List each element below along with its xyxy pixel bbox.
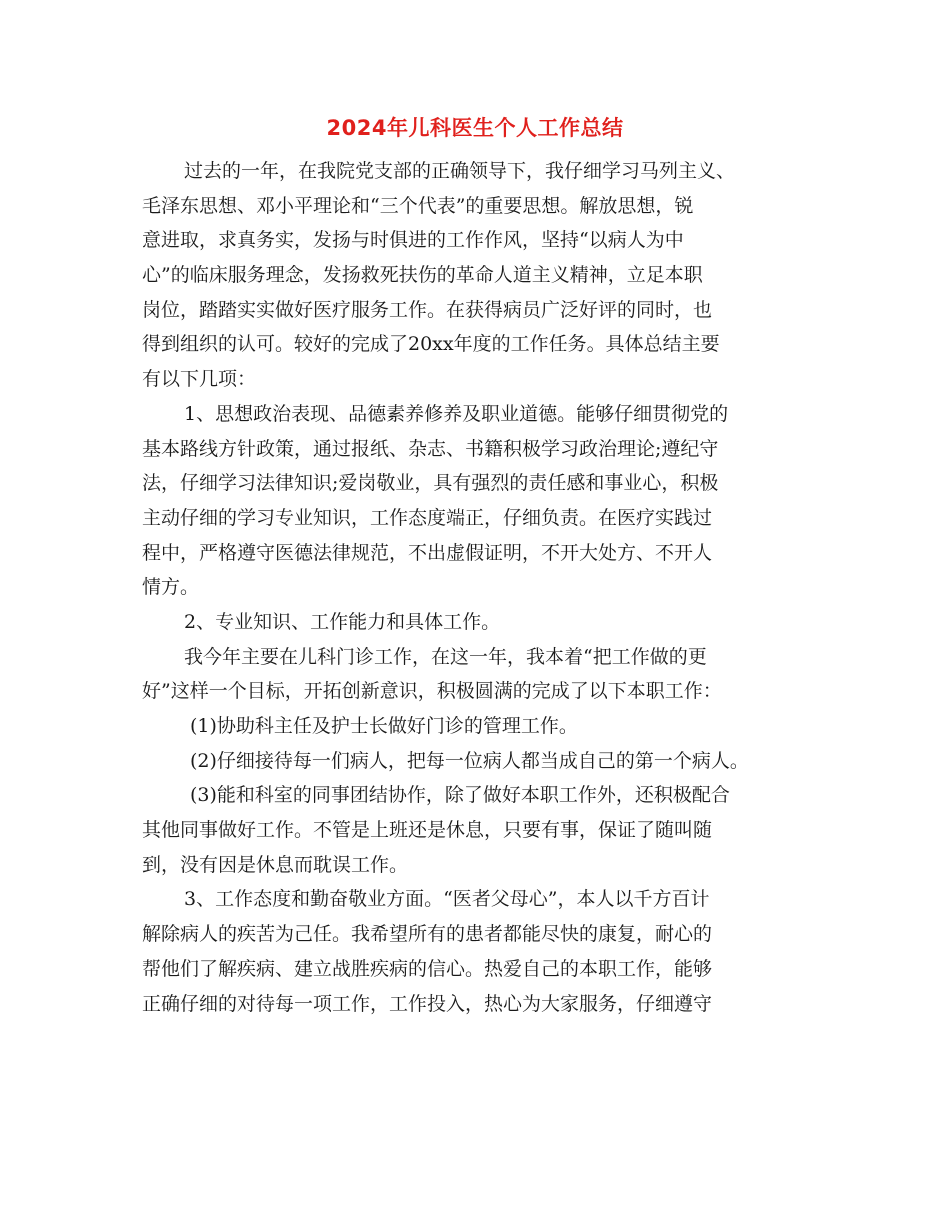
- document-body: [142, 154, 812, 1021]
- text-line: 好”这样一个目标，开拓创新意识，积极圆满的完成了以下本职工作：: [142, 680, 722, 703]
- text-line: 正确仔细的对待每一项工作，工作投入，热心为大家服务，仔细遵守: [142, 992, 713, 1015]
- text-line: 毛泽东思想、邓小平理论和“三个代表”的重要思想。解放思想，锐: [142, 194, 694, 217]
- text-line: (1)协助科主任及护士长做好门诊的管理工作。: [190, 715, 578, 737]
- text-line: 意进取，求真务实，发扬与时俱进的工作作风，坚持“以病人为中: [142, 229, 684, 252]
- text-line: 岗位，踏踏实实做好医疗服务工作。在获得病员广泛好评的同时，也: [142, 298, 713, 321]
- text-line: 到，没有因是休息而耽误工作。: [142, 853, 409, 876]
- text-line: 主动仔细的学习专业知识，工作态度端正，仔细负责。在医疗实践过: [142, 506, 713, 529]
- text-line: 程中，严格遵守医德法律规范，不出虚假证明，不开大处方、不开人: [142, 541, 713, 564]
- text-line: (2)仔细接待每一们病人，把每一位病人都当成自己的第一个病人。: [190, 749, 749, 772]
- document-title: 2024年儿科医生个人工作总结: [326, 116, 624, 140]
- text-line: 我今年主要在儿科门诊工作，在这一年，我本着“把工作做的更: [184, 645, 707, 668]
- paragraph: [142, 882, 812, 1021]
- text-line: 法，仔细学习法律知识;爱岗敬业，具有强烈的责任感和事业心，积极: [142, 472, 719, 495]
- paragraph: [142, 605, 812, 640]
- text-line: 心”的临床服务理念，发扬救死扶伤的革命人道主义精神，立足本职: [142, 264, 703, 287]
- text-line: 2、专业知识、工作能力和具体工作。: [184, 610, 501, 633]
- text-line: 基本路线方针政策，通过报纸、杂志、书籍积极学习政治理论;遵纪守: [142, 437, 719, 460]
- text-line: 其他同事做好工作。不管是上班还是休息，只要有事，保证了随叫随: [142, 819, 713, 842]
- paragraph: [142, 397, 812, 605]
- text-line: 解除病人的疾苦为己任。我希望所有的患者都能尽快的康复，耐心的: [142, 923, 713, 946]
- text-line: 3、工作态度和勤奋敬业方面。“医者父母心”，本人以千方百计: [184, 888, 710, 911]
- paragraph: [142, 154, 812, 397]
- text-line: 帮他们了解疾病、建立战胜疾病的信心。热爱自己的本职工作，能够: [142, 957, 713, 980]
- paragraph: [142, 778, 812, 882]
- text-line: (3)能和科室的同事团结协作，除了做好本职工作外，还积极配合: [190, 784, 730, 807]
- text-line: 1、思想政治表现、品德素养修养及职业道德。能够仔细贯彻党的: [184, 402, 729, 425]
- text-line: 得到组织的认可。较好的完成了20xx年度的工作任务。具体总结主要: [142, 333, 720, 356]
- text-line: 过去的一年，在我院党支部的正确领导下，我仔细学习马列主义、: [184, 160, 736, 182]
- paragraph: [142, 640, 812, 709]
- text-line: 情方。: [142, 576, 200, 599]
- paragraph: [142, 709, 812, 744]
- paragraph: [142, 744, 812, 779]
- text-line: 有以下几项：: [142, 368, 257, 391]
